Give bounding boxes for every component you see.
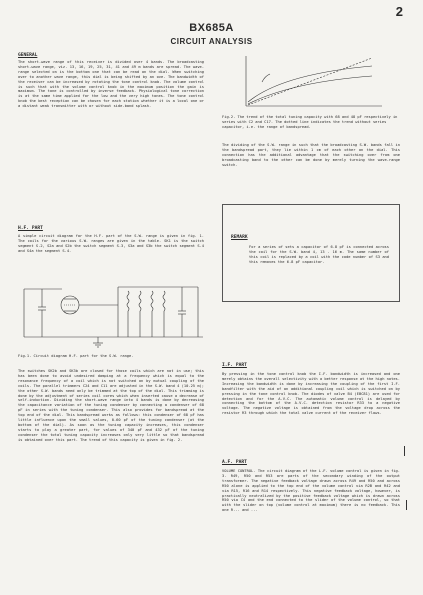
hf-text: A simple circuit diagram for the H.F. part of the S.W. range is given in fig. 1. The coils for the various S.W. ranges are given in the table. SK1 is the switch segment S.2, S2a and S2b the switch segment S.3, S3a and S3b the switch segment S.4 and S4a the segment S.4.: [18, 234, 204, 253]
af-text: VOLUME CONTROL. The circuit diagram of the L.F. volume control is given in fig. 3. R49, R50 and R53 are parts of the secondary winding of the output transformer. The negative feedback voltage drawn across R49 and R50 and across R50 alone is applied to the top end of the volume control via R2B and R42 and via R15, R16 and R14 respectively. This negative feedback voltage, however, is practically neutralized by the positive feedback voltage which is drawn across R50 via C4 and the end connected to the slider of the volume control, so that with the slider on top (volume control at maximum) there is no feedback. This one R... and ...: [222, 469, 400, 513]
fig2-capacity-graph: [222, 52, 392, 110]
remark-text: For a series of sets a capacitor of 6.8 pF is connected across the coil for the S.W. band 4, 13 - 16 m. The same number of this coil is replaced by a coil with the code number of S3 and this removes the 6.8 pF capacitor.: [249, 245, 389, 264]
margin-mark: [404, 446, 405, 456]
remark-heading: REMARK: [231, 235, 248, 240]
switch-text: The switches SK2b and SK3b are closed for those coils which are not in use; this has been done to avoid undesired damping at a frequency which is equal to the resonance frequency of a coil which is not switched on by mutual coupling of the coils. The parallel trimmers C24 and C11 are adjusted in the S.W. band 4 (10-25 m); the other S.W. bands need only be trimmed at the top of the dial. This trimming is done by the adjustment of series coil cores which when inserted cause a decrease of self-induction. Dividing the short-wave range into 4 bands is done by decreasing the capacitance variation of the tuning condenser by connecting a condenser of 68 pF in series with the tuning condenser. This also provides for bandspread at the top end of the dial. This bandspread works as follows: this condenser of 68 pF has little influence upon the small values, 0-60 pF of the tuning condenser (at the bottom of the dial). As soon as the tuning capacity increases, this condenser starts to play a greater part, for values of 340 pF and 432 pF of the tuning condenser the total tuning capacity increases only very little so that bandspread is obtained over this part. The trend of this capacity is given in fig. 2.: [18, 369, 204, 442]
page-number: 2: [395, 4, 403, 19]
fig2-caption: Fig.2. The trend of the total tuning capacity with 68 and 48 pF respectively in series with C2 and C17. The dotted line indicates the trend without series capacitor, i.e. the range of bandspread.: [222, 115, 398, 129]
margin-mark: [406, 500, 407, 510]
hf-heading: H.F. PART: [18, 226, 43, 231]
fig2-dotted-line: [248, 58, 372, 105]
general-text: The short-wave range of this receiver is divided over 4 bands. The broadcasting short-wave range, viz. 13, 16, 19, 25, 31, 41 and 49 m bands are spread. The wave-range selected on is the bottom one that can be read on the dial. When switching over to another wave range, this dial is being shifted by an ove. The bandwidth of the receiver can be increased by rotating the tone control knob. The volume control is such that with the volume control knob in the maximum position the gain is maximum. The tone is controlled by inverse feedback. Physiological tone correction is at the same time applied for the low and the very high tones. The tone control knob the best reception can be chosen for each station whether it is a local one or a distant weak transmitter with or without side-band splash.: [18, 60, 204, 109]
remark-box: [222, 204, 400, 302]
division-text: The dividing of the S.W. range in such that the broadcasting S.W. bands fall in the bandspread part, they lie within 1 cm of each other on the dial. This connection has the additional advantage that the switching over from one broadcasting band to the other can be done by merely turning the wave-range switch.: [222, 143, 400, 167]
fig1-circuit-diagram: [18, 277, 208, 351]
fig1-caption: Fig.1. Circuit diagram H.F. part for the S.W. range.: [18, 354, 134, 358]
model-title: BX685A: [189, 22, 234, 34]
if-heading: I.F. PART: [222, 363, 247, 368]
af-heading: A.F. PART: [222, 460, 247, 465]
if-text: By pressing in the tone control knob the I.F. bandwidth is increased and one merely obtains the overall selectivity with a better response at the high notes. Increasing the bandwidth is done by increasing the coupling of the first I.F. bandfilter with the aid of an additional coupling coil which is switched on by pressing in the tone control knob. The diodes of valve B4 (EBC81) are used for detection and for the A.V.C. The automatic volume control is delayed by connecting the bottom of the A.V.C. detection resistor R33 to a negative voltage. The negative voltage is obtained from the voltage drop across the resistor R3 through which the total valve current of the receiver flows.: [222, 372, 400, 416]
section-title: CIRCUIT ANALYSIS: [170, 37, 253, 46]
general-heading: GENERAL: [18, 53, 38, 58]
